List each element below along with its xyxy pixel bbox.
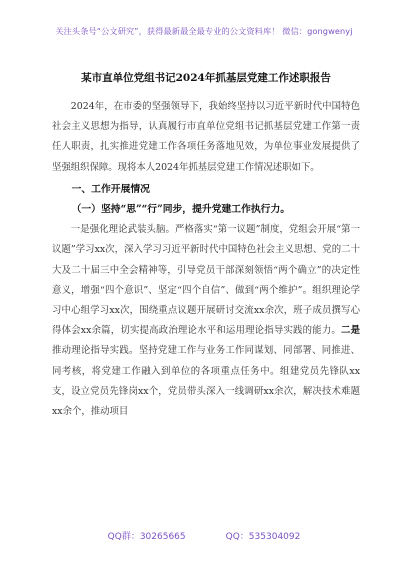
section-heading: 一、工作开展情况: [71, 183, 150, 195]
para-text-1: 一是强化理论武装头脑。严格落实“第一议题”制度，党组会开展“第一议题”学习xx次，深入学习习近平新时代中国特色社会主义思想、党的二十大及二十届三中全会精神等，引导党员干部深刻领悟“两个确立”的决定性意义，增强“四个意识”、坚定“四个自信”、做到“两个维护”。组织理论学习中心组学习xx次，围绕重点议题开展研讨交流xx余次，班子成员撰写心得体会xx余篇，切实提高政治理论水平和运用理论指导实践的能力。: [52, 224, 360, 337]
body-paragraph: [52, 220, 360, 422]
document-page: [52, 62, 360, 422]
footer-qq-group: QQ群：30265665: [107, 532, 186, 542]
footer-contact: [0, 529, 408, 549]
document-title: 某市直单位党组书记2024年抓基层党建工作述职报告: [81, 72, 331, 84]
para-text-2: 推动理论指导实践。坚持党建工作与业务工作同谋划、同部署、同推进、同考核，将党建工作融入到单位的各项重点任务中。组建党员先锋队xx支，设立党员先锋岗xx个，党员带头深入一线调研xx余次，解决技术难题xx余个，推动项目: [52, 345, 360, 418]
para-bold-marker: 二是: [341, 325, 360, 337]
intro-paragraph: 2024年，在市委的坚强领导下，我始终坚持以习近平新时代中国特色社会主义思想为指导，认真履行市直单位党组书记抓基层党建工作第一责任人职责，扎实推进党建工作各项任务落地见效，为单位事业发展提供了坚强组织保障。现将本人2024年抓基层党建工作情况述职如下。: [52, 101, 360, 173]
footer-qq: QQ：535304092: [225, 532, 301, 542]
header-banner: [0, 0, 408, 62]
banner-text: 关注头条号“公文研究”，获得最新最全最专业的公文资料库！ 微信：gongwenyj: [55, 25, 353, 36]
subsection-heading: （一）坚持“思”“行”同步，提升党建工作执行力。: [71, 204, 291, 216]
